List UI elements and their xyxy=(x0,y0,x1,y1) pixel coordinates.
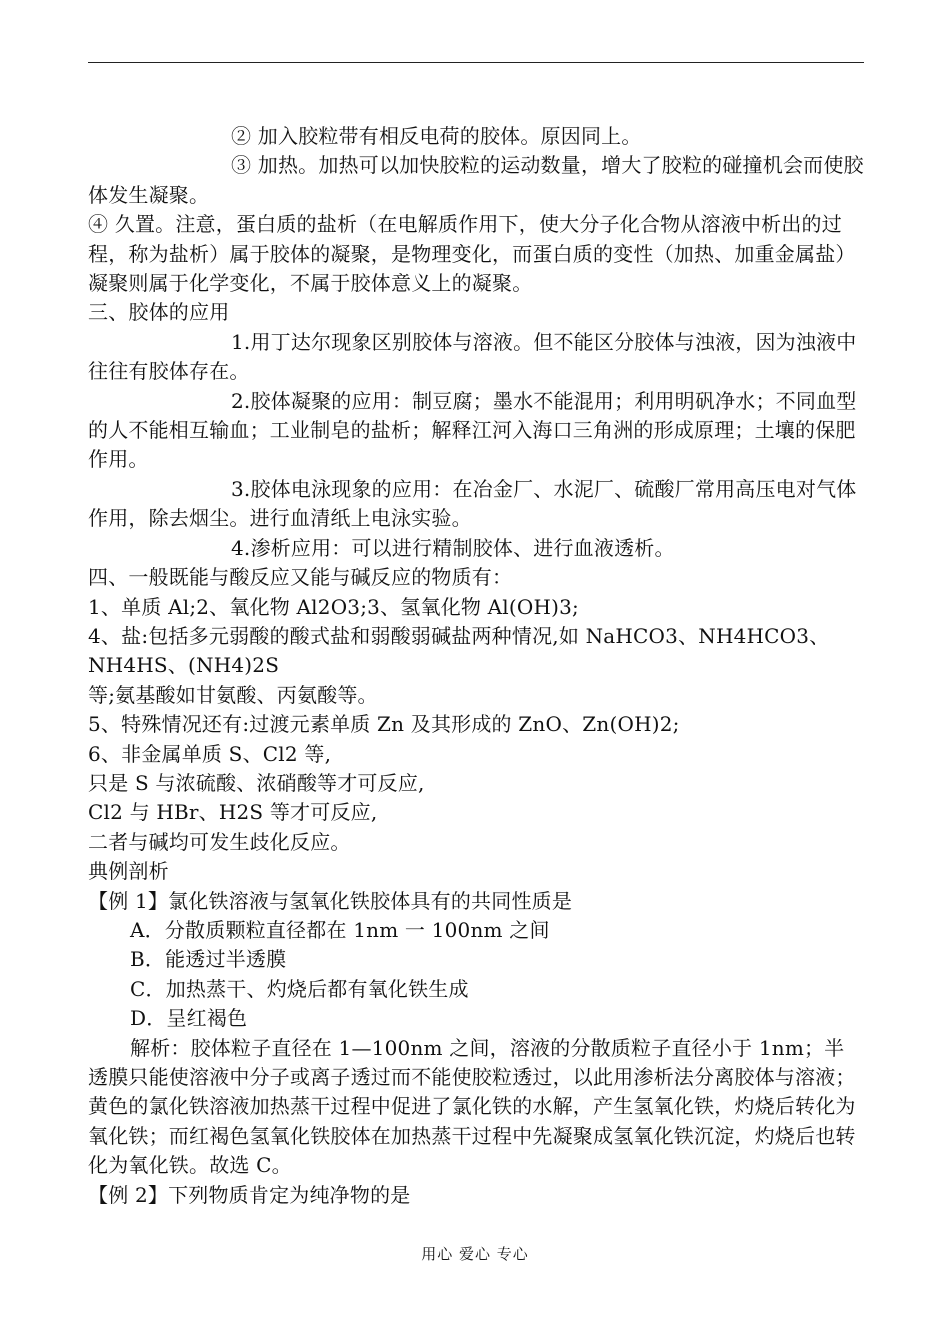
paragraph: 3.胶体电泳现象的应用：在冶金厂、水泥厂、硫酸厂常用高压电对气体作用，除去烟尘。进行血清纸上电泳实验。 xyxy=(88,476,857,531)
paragraph: 等;氨基酸如甘氨酸、丙氨酸等。 xyxy=(88,682,378,707)
paragraph: ③ 加热。加热可以加快胶粒的运动数量，增大了胶粒的碰撞机会而使胶体发生凝聚。 xyxy=(88,153,864,207)
page-footer: 用心 爱心 专心 xyxy=(421,1245,529,1263)
paragraph: 二者与碱均可发生歧化反应。 xyxy=(88,829,351,854)
answer-option: B．能透过半透膜 xyxy=(130,947,287,972)
section-heading: 三、胶体的应用 xyxy=(88,300,230,325)
paragraph: ② 加入胶粒带有相反电荷的胶体。原因同上。 xyxy=(231,124,642,148)
paragraph: 1.用丁达尔现象区别胶体与溶液。但不能区分胶体与浊液，因为浊液中往往有胶体存在。 xyxy=(88,329,857,384)
paragraph: 5、特殊情况还有:过渡元素单质 Zn 及其形成的 ZnO、Zn(OH)2; xyxy=(88,712,680,737)
header-rule xyxy=(88,62,864,63)
paragraph: 2.胶体凝聚的应用：制豆腐；墨水不能混用；利用明矾净水；不同血型的人不能相互输血；工业制皂的盐析；解释江河入海口三角洲的形成原理；土壤的保肥作用。 xyxy=(88,388,857,472)
paragraph: ④ 久置。注意，蛋白质的盐析（在电解质作用下，使大分子化合物从溶液中析出的过程，称为盐析）属于胶体的凝聚，是物理变化，而蛋白质的变性（加热、加重金属盐）凝聚则属于化学变化，不属于胶体意义上的凝聚。 xyxy=(88,212,856,296)
paragraph: Cl2 与 HBr、H2S 等才可反应, xyxy=(88,800,378,825)
paragraph: 4.渗析应用：可以进行精制胶体、进行血液透析。 xyxy=(231,535,675,560)
paragraph: 4、盐:包括多元弱酸的酸式盐和弱酸弱碱盐两种情况,如 NaHCO3、NH4HCO3、NH4HS、(NH4)2S xyxy=(88,623,830,678)
paragraph: 6、非金属单质 S、Cl2 等, xyxy=(88,741,332,766)
analysis-paragraph: 解析：胶体粒子直径在 1—100nm 之间，溶液的分散质粒子直径小于 1nm；半透膜只能使溶液中分子或离子透过而不能使胶粒透过，以此用渗析法分离胶体与溶液；黄色的氯化铁溶液加热蒸干过程中促进了氯化铁的水解，产生氢氧化铁，灼烧后转化为氧化铁；而红褐色氢氧化铁胶体在加热蒸干过程中先凝聚成氢氧化铁沉淀，灼烧后也转化为氧化铁。故选 C。 xyxy=(88,1035,856,1178)
section-heading: 典例剖析 xyxy=(88,859,169,884)
example-question: 【例 2】下列物质肯定为纯净物的是 xyxy=(88,1182,411,1207)
section-heading: 四、一般既能与酸反应又能与碱反应的物质有： xyxy=(88,565,513,590)
answer-option: A．分散质颗粒直径都在 1nm 一 100nm 之间 xyxy=(130,917,550,942)
paragraph: 1、单质 Al;2、氧化物 Al2O3;3、氢氧化物 Al(OH)3; xyxy=(88,594,579,619)
example-question: 【例 1】氯化铁溶液与氢氧化铁胶体具有的共同性质是 xyxy=(88,888,573,913)
document-body xyxy=(88,122,864,1210)
answer-option: D．呈红褐色 xyxy=(130,1006,248,1031)
answer-option: C．加热蒸干、灼烧后都有氧化铁生成 xyxy=(130,976,469,1001)
paragraph: 只是 S 与浓硫酸、浓硝酸等才可反应, xyxy=(88,770,425,795)
